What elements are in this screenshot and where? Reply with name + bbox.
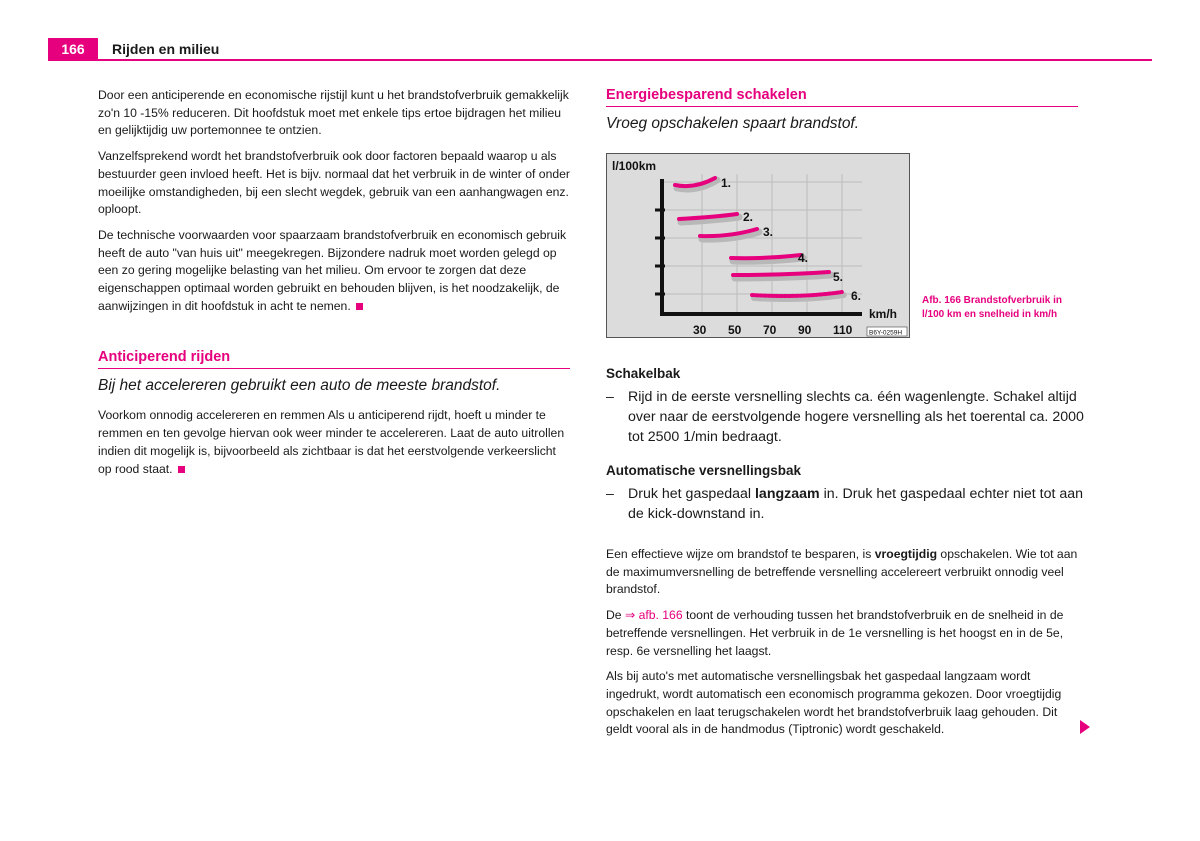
right-column-lower bbox=[606, 366, 1084, 747]
end-of-section-marker bbox=[178, 466, 185, 473]
energy-paragraph-3: Als bij auto's met automatische versnellingsbak het gaspedaal langzaam wordt ingedrukt, wordt automatisch een economisch programma gekozen. Door vroegtijdig opschakelen en laat terugschakelen wordt het brandstofverbruik laag gehouden. Dit geldt vooral als in de handmodus (Tiptronic) wordt geschakeld. bbox=[606, 669, 1062, 737]
energy-paragraph-1-post: opschakelen. Wie tot aan de maximumversnelling de betreffende versnelling accelereert verbruikt onnodig veel brandstof. bbox=[606, 547, 1078, 597]
gear-label: 6. bbox=[851, 289, 862, 303]
gear-label: 3. bbox=[763, 225, 774, 239]
gear-label: 1. bbox=[721, 176, 732, 190]
section-title-energiebesparend: Energiebesparend schakelen bbox=[606, 87, 1078, 107]
energy-paragraph-1 bbox=[606, 546, 1084, 599]
section-subtitle-energiebesparend: Vroeg opschakelen spaart brandstof. bbox=[606, 115, 860, 132]
x-axis-label: km/h bbox=[869, 307, 898, 321]
intro-paragraph-3 bbox=[98, 227, 570, 316]
anticiperend-paragraph-text: Voorkom onnodig accelereren en remmen Als u anticiperend rijdt, hoeft u minder te remmen en ten gevolge hiervan ook weer minder te accelereren. Laat de auto uitrollen indien dit mogelijk is, bijvoorbeeld als zichtbaar is dat het eerstvolgende verkeerslicht op rood staat. bbox=[98, 408, 565, 476]
y-axis-label: l/100km bbox=[612, 159, 657, 173]
automatic-item-bold: langzaam bbox=[754, 486, 820, 502]
automatic-item-post: in. Druk het gaspedaal echter niet tot aan de kick-downstand in. bbox=[628, 486, 1084, 522]
schakelbak-list-item bbox=[606, 387, 1084, 447]
energy-paragraph-2 bbox=[606, 607, 1084, 660]
x-tick-label: 50 bbox=[728, 323, 742, 337]
x-tick-label: 30 bbox=[693, 323, 707, 337]
energy-paragraph-1-pre: Een effectieve wijze om brandstof te besparen, is bbox=[606, 547, 875, 561]
list-dash: – bbox=[606, 389, 614, 405]
anticiperend-paragraph bbox=[98, 407, 570, 478]
automatic-heading: Automatische versnellingsbak bbox=[606, 463, 802, 478]
intro-paragraph-3-text: De technische voorwaarden voor spaarzaam brandstofverbruik en economisch gebruik heeft de auto "van huis uit" meegekregen. Bijzondere nadruk moet worden gelegd op een zo gering mogelijke belasting van het milieu. Om ervoor te zorgen dat deze eigenschappen optimaal worden gebruikt en behouden blijven, is het noodzakelijk, de aanwijzingen in dit hoofdstuk in acht te nemen. bbox=[98, 227, 567, 313]
gear-6-curve bbox=[752, 292, 842, 296]
end-of-section-marker bbox=[356, 303, 363, 310]
page-number: 166 bbox=[48, 38, 98, 61]
section-title-anticiperend: Anticiperend rijden bbox=[98, 349, 570, 369]
x-tick-label: 110 bbox=[833, 323, 853, 337]
figure-code: B6Y-0259H bbox=[869, 329, 903, 337]
list-dash: – bbox=[606, 486, 614, 502]
energy-paragraph-2-pre: De bbox=[606, 608, 625, 623]
gear-5-curve bbox=[733, 272, 829, 275]
energy-paragraph-1-bold: vroegtijdig bbox=[874, 547, 938, 561]
left-column bbox=[98, 87, 570, 486]
gear-label: 4. bbox=[798, 251, 809, 265]
gear-4-curve bbox=[731, 255, 801, 258]
x-tick-label: 90 bbox=[798, 323, 812, 337]
figure-caption: Afb. 166 Brandstofverbruik in l/100 km en snelheid in km/h bbox=[922, 295, 1063, 320]
right-column bbox=[606, 87, 1078, 145]
fuel-consumption-figure bbox=[606, 153, 910, 338]
automatic-item-pre: Druk het gaspedaal bbox=[628, 486, 755, 502]
next-page-arrow-icon[interactable] bbox=[1080, 720, 1090, 734]
automatic-list-item bbox=[606, 484, 1084, 524]
header-divider bbox=[48, 59, 1152, 61]
section-subtitle-anticiperend: Bij het accelereren gebruikt een auto de meeste brandstof. bbox=[98, 377, 501, 395]
gear-label: 5. bbox=[833, 270, 844, 284]
schakelbak-item-text: Rijd in de eerste versnelling slechts ca. één wagenlengte. Schakel altijd over naar de eerstvolgende hogere versnelling als het toerental ca. 2000 tot 2500 1/min bedraagt. bbox=[628, 389, 1084, 445]
page-header-title: Rijden en milieu bbox=[112, 41, 220, 57]
energy-paragraph-2-post: toont de verhouding tussen het brandstofverbruik en de snelheid in de betreffende versnellingen. Het verbruik in de 1e versnelling is het hoogst en in de 5e, resp. 6e versnelling het laagst. bbox=[606, 608, 1064, 658]
schakelbak-heading: Schakelbak bbox=[606, 366, 681, 381]
gear-label: 2. bbox=[743, 210, 754, 224]
intro-paragraph-2: Vanzelfsprekend wordt het brandstofverbruik ook door factoren bepaald waarop u als bestuurder geen invloed heeft. Het is bijv. normaal dat het verbruik in de winter of onder moeilijke omstandigheden, bij een slecht wegdek, gebruik van een aanhangwagen enz. oploopt. bbox=[98, 149, 570, 217]
fuel-consumption-diagram bbox=[607, 154, 909, 337]
figure-reference-link[interactable]: ⇒ afb. 166 bbox=[624, 608, 683, 623]
x-tick-label: 70 bbox=[763, 323, 777, 337]
intro-paragraph-1: Door een anticiperende en economische rijstijl kunt u het brandstofverbruik gemakkelijk zo'n 10 -15% reduceren. Dit hoofdstuk moet met enkele tips ertoe bijdragen het milieu en gelijktijdig uw portemonnee te ontzien. bbox=[98, 88, 569, 138]
